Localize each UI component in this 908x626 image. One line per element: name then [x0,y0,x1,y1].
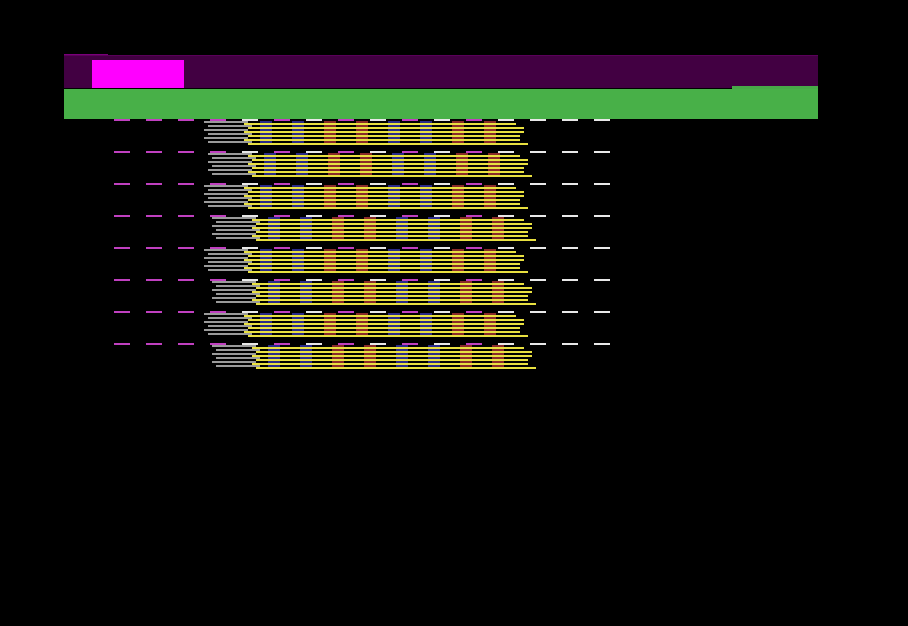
vehicle-yellow-stripe [244,267,520,269]
lane-marker [562,279,578,281]
lane-marker [594,183,610,185]
vehicle-yellow-stripe [248,143,528,145]
vehicle-yellow-stripe [248,199,520,201]
vehicle-yellow-stripe [248,263,520,265]
vehicle-grey-stripe [204,193,248,195]
vehicle-formation [208,153,528,177]
vehicle-grey-stripe [208,169,252,171]
lane-marker [530,343,546,345]
lane-marker [114,311,130,313]
vehicle-yellow-stripe [248,335,528,337]
lane-marker [178,183,194,185]
vehicle-grey-stripe [208,141,252,143]
lane-marker [594,119,610,121]
vehicle-yellow-stripe [248,155,520,157]
vehicle-grey-stripe [208,253,252,255]
vehicle-grey-stripe [212,281,256,283]
vehicle-yellow-stripe [252,227,532,229]
vehicle-grey-stripe [212,361,256,363]
vehicle-yellow-stripe [252,299,528,301]
lane-marker [594,279,610,281]
vehicle-grey-stripe [216,293,260,295]
lane-marker [114,215,130,217]
vehicle-grey-stripe [204,129,248,131]
vehicle-yellow-stripe [248,135,520,137]
lane-marker [594,311,610,313]
vehicle-yellow-stripe [244,131,524,133]
vehicle-yellow-stripe [256,303,536,305]
vehicle-yellow-stripe [256,295,528,297]
lane-marker [562,311,578,313]
vehicle-grey-stripe [216,229,260,231]
vehicle-grey-stripe [204,137,248,139]
vehicle-yellow-stripe [244,187,516,189]
lane-marker [530,151,546,153]
vehicle-grey-stripe [204,265,248,267]
vehicle-grey-stripe [208,261,252,263]
lane-6 [0,279,908,305]
vehicle-yellow-stripe [252,283,524,285]
vehicle-grey-stripe [204,185,248,187]
vehicle-yellow-stripe [244,139,520,141]
vehicle-yellow-stripe [248,127,524,129]
lane-marker [530,215,546,217]
lane-marker [594,151,610,153]
vehicle-grey-stripe [212,217,256,219]
vehicle-yellow-stripe [256,223,532,225]
lane-marker [530,311,546,313]
vehicle-yellow-stripe [256,351,532,353]
lane-marker [114,151,130,153]
vehicle-grey-stripe [216,365,260,367]
vehicle-grey-stripe [208,317,252,319]
vehicle-yellow-stripe [244,315,516,317]
lane-8 [0,343,908,369]
lane-5 [0,247,908,273]
lane-2 [0,151,908,177]
vehicle-yellow-stripe [244,323,524,325]
vehicle-yellow-stripe [248,207,528,209]
vehicle-grey-stripe [204,313,248,315]
lane-marker [178,311,194,313]
vehicle-grey-stripe [208,161,252,163]
vehicle-grey-stripe [208,153,252,155]
vehicle-yellow-stripe [248,271,528,273]
vehicle-yellow-stripe [252,235,528,237]
lane-marker [178,151,194,153]
vehicle-yellow-stripe [256,231,528,233]
vehicle-yellow-stripe [256,287,532,289]
vehicle-grey-stripe [212,225,256,227]
lane-marker [562,183,578,185]
vehicle-yellow-stripe [252,219,524,221]
lane-marker [114,279,130,281]
lane-marker [562,151,578,153]
vehicle-yellow-stripe [256,239,536,241]
vehicle-grey-stripe [212,157,256,159]
lane-marker [562,247,578,249]
vehicle-formation [212,345,532,369]
lane-marker [146,151,162,153]
vehicle-grey-stripe [212,297,256,299]
lane-marker [146,215,162,217]
vehicle-yellow-stripe [252,347,524,349]
vehicle-grey-stripe [208,197,252,199]
vehicle-grey-stripe [212,233,256,235]
vehicle-grey-stripe [204,329,248,331]
vehicle-yellow-stripe [252,291,532,293]
vehicle-grey-stripe [208,133,252,135]
lane-3 [0,183,908,209]
lane-marker [146,343,162,345]
vehicle-grey-stripe [212,289,256,291]
vehicle-grey-stripe [208,189,252,191]
vehicle-yellow-stripe [248,171,524,173]
vehicle-grey-stripe [212,345,256,347]
lane-marker [594,343,610,345]
vehicle-grey-stripe [216,349,260,351]
vehicle-yellow-stripe [244,203,520,205]
vehicle-yellow-stripe [256,367,536,369]
vehicle-grey-stripe [204,201,248,203]
lane-marker [114,343,130,345]
lane-marker [178,119,194,121]
lane-marker [178,215,194,217]
vehicle-yellow-stripe [244,195,524,197]
vehicle-yellow-stripe [248,255,524,257]
lane-marker [530,119,546,121]
lane-marker [146,119,162,121]
vehicle-grey-stripe [212,165,256,167]
lane-marker [114,183,130,185]
lane-marker [114,119,130,121]
vehicle-yellow-stripe [244,123,516,125]
lane-marker [562,119,578,121]
lane-marker [562,343,578,345]
vehicle-grey-stripe [208,325,252,327]
vehicle-yellow-stripe [248,327,520,329]
lane-marker [562,215,578,217]
vehicle-yellow-stripe [248,319,524,321]
vehicle-grey-stripe [216,237,260,239]
lane-marker [594,215,610,217]
vehicle-formation [212,217,532,241]
vehicle-formation [204,249,524,273]
vehicle-yellow-stripe [256,359,528,361]
vehicle-grey-stripe [216,301,260,303]
lane-marker [114,247,130,249]
vehicle-grey-stripe [208,269,252,271]
vehicle-formation [212,281,532,305]
vehicle-grey-stripe [204,121,248,123]
lane-1 [0,119,908,145]
lane-marker [178,343,194,345]
vehicle-yellow-stripe [252,167,524,169]
vehicle-yellow-stripe [244,259,524,261]
lane-7 [0,311,908,337]
vehicle-yellow-stripe [252,363,528,365]
vehicle-grey-stripe [212,173,256,175]
vehicle-grey-stripe [208,125,252,127]
lane-marker [146,279,162,281]
vehicle-grey-stripe [216,221,260,223]
vehicle-yellow-stripe [248,191,524,193]
vehicle-yellow-stripe [248,163,528,165]
lane-marker [146,311,162,313]
lane-marker [146,183,162,185]
vehicle-formation [204,121,524,145]
vehicle-grey-stripe [216,357,260,359]
vehicle-yellow-stripe [244,251,516,253]
lane-marker [530,247,546,249]
vehicle-grey-stripe [204,249,248,251]
vehicle-grey-stripe [208,333,252,335]
vehicle-yellow-stripe [244,331,520,333]
vehicle-grey-stripe [212,353,256,355]
vehicle-yellow-stripe [252,355,532,357]
lane-marker [530,279,546,281]
vehicle-formation [204,185,524,209]
vehicle-grey-stripe [204,321,248,323]
lane-marker [594,247,610,249]
vehicle-grey-stripe [204,257,248,259]
lane-marker [530,183,546,185]
vehicle-grey-stripe [216,285,260,287]
vehicle-formation [204,313,524,337]
lane-marker [146,247,162,249]
lane-marker [178,247,194,249]
vehicle-grey-stripe [208,205,252,207]
lane-4 [0,215,908,241]
lane-marker [178,279,194,281]
vehicle-yellow-stripe [252,175,532,177]
vehicle-yellow-stripe [252,159,528,161]
